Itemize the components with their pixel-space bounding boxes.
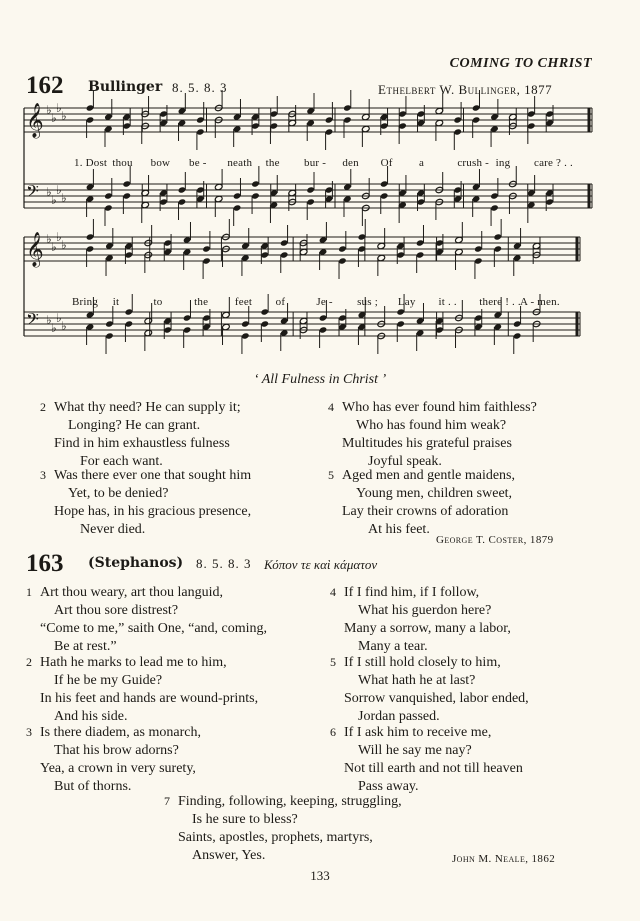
verse-163-1: 1 Art thou weary, art thou languid, Art thou sore distrest? “Come to me,” saith One, “and, coming, Be at rest.”: [26, 585, 268, 654]
credit-163: John M. Neale, 1862: [452, 853, 556, 865]
flat-icon: ♭: [61, 191, 67, 205]
music-score: [0, 0, 640, 370]
credit-162: George T. Coster, 1879: [436, 534, 554, 546]
flat-icon: ♭: [46, 103, 52, 117]
lyric-syllable: Of: [380, 157, 393, 169]
lyric-syllable: bow: [150, 157, 171, 169]
lyric-syllable: bur -: [304, 157, 327, 169]
flat-icon: ♭: [51, 321, 57, 335]
hymn-number-163: 163: [26, 550, 64, 577]
lyric-syllable: it . .: [438, 296, 457, 308]
lyric-syllable: sus ;: [357, 296, 378, 308]
flat-icon: ♭: [46, 185, 52, 199]
lyric-syllable: 1. Dost: [74, 157, 108, 169]
bass-clef-icon: 𝄢: [26, 309, 39, 333]
author-162: Ethelbert W. Bullinger, 1877: [378, 82, 553, 97]
meter-163: 8. 5. 8. 3: [196, 556, 252, 571]
flat-icon: ♭: [61, 319, 67, 333]
lyric-syllable: it: [112, 296, 120, 308]
lyric-syllable: Bring: [72, 296, 99, 308]
flat-icon: ♭: [56, 311, 62, 325]
section-title: COMING TO CHRIST: [449, 56, 592, 71]
meter-162: 8. 5. 8. 3: [172, 80, 228, 95]
lyric-syllable: ing: [495, 157, 511, 169]
flat-icon: ♭: [51, 240, 57, 254]
flat-icon: ♭: [46, 232, 52, 246]
verse-162-4: 4 Who has ever found him faithless? Who has found him weak? Multitudes his grateful praises Joyful speak.: [328, 400, 537, 469]
lyric-syllable: there ! . .: [479, 296, 521, 308]
lyric-syllable: Je -: [316, 296, 333, 308]
lyric-syllable: the: [265, 157, 280, 169]
lyric-syllable: the: [194, 296, 209, 308]
flat-icon: ♭: [61, 238, 67, 252]
verse-163-2: 2 Hath he marks to lead me to him, If he be my Guide? In his feet and hands are wound-prints, And his side.: [26, 655, 259, 724]
verse-163-6: 6 If I ask him to receive me, Will he say me nay? Not till earth and not till heaven Pass away.: [330, 725, 523, 794]
lyric-syllable: Lay: [397, 296, 416, 308]
verse-163-3: 3 Is there diadem, as monarch, That his brow adorns? Yea, a crown in very surety, But of thorns.: [26, 725, 201, 794]
flat-icon: ♭: [46, 313, 52, 327]
lyric-syllable: thou: [112, 157, 133, 169]
hymn-number-162: 162: [26, 72, 64, 99]
flat-icon: ♭: [51, 193, 57, 207]
page-number: 133: [310, 868, 330, 883]
verse-162-5: 5 Aged men and gentle maidens, Young men, children sweet, Lay their crowns of adoration At his feet.: [328, 468, 516, 537]
flat-icon: ♭: [56, 230, 62, 244]
lyric-syllable: of: [275, 296, 286, 308]
verse-163-5: 5 If I still hold closely to him, What hath he at last? Sorrow vanquished, labor ended, Jordan passed.: [330, 655, 529, 724]
greek-title-163: Κόπον τε καὶ κάματον: [264, 557, 378, 572]
lyric-syllable: crush -: [457, 157, 489, 169]
verse-163-4: 4 If I find him, if I follow, What his guerdon here? Many a sorrow, many a labor, Many a tear.: [330, 585, 511, 654]
tune-name-163: (Stephanos): [88, 555, 184, 571]
lyric-syllable: be -: [189, 157, 207, 169]
bass-clef-icon: 𝄢: [26, 181, 39, 205]
flat-icon: ♭: [56, 101, 62, 115]
verse-163-7: 7 Finding, following, keeping, struggling, Is he sure to bless? Saints, apostles, prophets, martyrs, Answer, Yes.: [164, 794, 402, 863]
verse-162-2: 2 What thy need? He can supply it; Longing? He can grant. Find in him exhaustless fulness For each want.: [40, 400, 241, 469]
flat-icon: ♭: [56, 183, 62, 197]
hymn-subtitle: ‘ All Fulness in Christ ’: [253, 372, 387, 387]
lyric-syllable: to: [153, 296, 163, 308]
flat-icon: ♭: [51, 111, 57, 125]
lyric-syllable: feet: [234, 296, 253, 308]
lyric-syllable: den: [342, 157, 359, 169]
lyric-syllable: care ? . .: [534, 157, 573, 169]
treble-clef-icon: 𝄞: [26, 232, 44, 267]
verse-162-3: 3 Was there ever one that sought him Yet, to be denied? Hope has, in his gracious presence, Never died.: [40, 468, 252, 537]
lyric-syllable: a: [419, 157, 425, 169]
lyric-syllable: A - men.: [520, 296, 560, 308]
treble-clef-icon: 𝄞: [26, 103, 44, 138]
flat-icon: ♭: [61, 109, 67, 123]
tune-name-162: Bullinger: [88, 79, 163, 95]
lyric-syllable: neath: [227, 157, 253, 169]
